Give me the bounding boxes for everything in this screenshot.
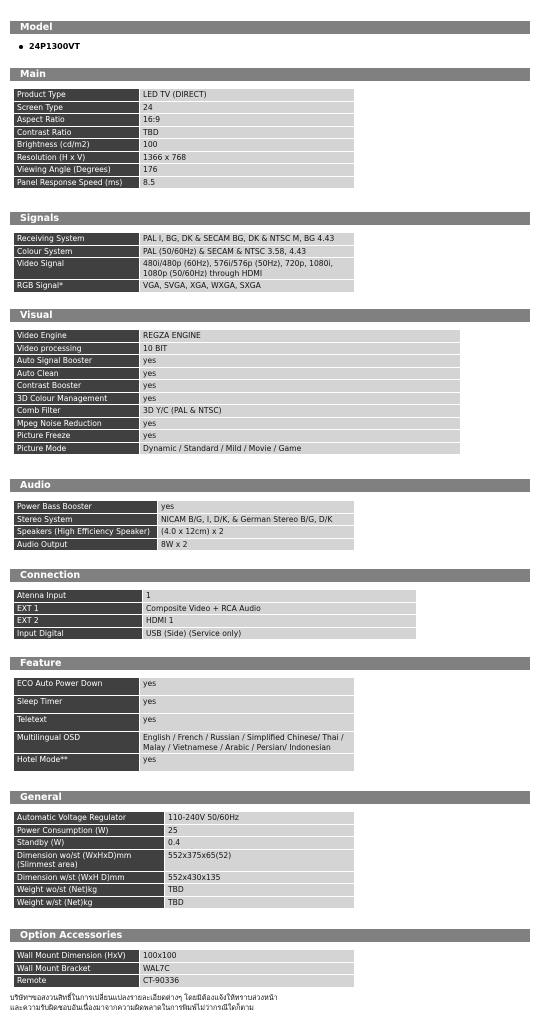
spec-label: Video Engine (14, 330, 139, 342)
spec-label: Product Type (14, 89, 139, 101)
spec-value: REGZA ENGINE (140, 330, 460, 342)
spec-label: Weight wo/st (Net)kg (14, 884, 164, 896)
feature-spec-row (14, 754, 354, 771)
spec-label: Colour System (14, 246, 139, 258)
spec-label: Weight w/st (Net)kg (14, 897, 164, 909)
main-spec-row (14, 127, 354, 139)
disclaimer-footer (10, 993, 530, 1013)
main-spec-row (14, 152, 354, 164)
spec-label: Input Digital (14, 628, 142, 640)
spec-value: yes (140, 380, 460, 392)
spec-value: Composite Video + RCA Audio (143, 603, 416, 615)
section-header-general: General (10, 791, 530, 804)
spec-value: yes (140, 678, 354, 695)
spec-value: PAL (50/60Hz) & SECAM & NTSC 3.58, 4.43 (140, 246, 354, 258)
section-header-signals: Signals (10, 212, 530, 225)
spec-label: Power Bass Booster (14, 501, 157, 513)
spec-label: ECO Auto Power Down (14, 678, 139, 695)
spec-label: Screen Type (14, 102, 139, 114)
signals-spec-table (13, 232, 355, 293)
spec-label: Video processing (14, 343, 139, 355)
spec-label: Sleep Timer (14, 696, 139, 713)
spec-label: Wall Mount Bracket (14, 963, 139, 975)
spec-label: Mpeg Noise Reduction (14, 418, 139, 430)
spec-label: EXT 2 (14, 615, 142, 627)
spec-value: NICAM B/G, I, D/K, & German Stereo B/G, D/K (158, 514, 354, 526)
spec-value: 110-240V 50/60Hz (165, 812, 354, 824)
disclaimer-line-2: และความรับผิดชอบอันเนื่องมาจากความผิดพลาดในการพิมพ์ไม่ว่ากรณีใดก็ตาม (10, 1003, 254, 1012)
audio-spec-row (14, 514, 354, 526)
signals-spec-row (14, 280, 354, 292)
spec-label: Video Signal (14, 258, 139, 279)
spec-label: Contrast Ratio (14, 127, 139, 139)
accessories-spec-row (14, 963, 354, 975)
section-header-model: Model (10, 21, 530, 34)
visual-spec-row (14, 443, 460, 455)
spec-value: yes (140, 754, 354, 771)
spec-value: yes (140, 696, 354, 713)
spec-label: Multilingual OSD (14, 732, 139, 753)
spec-value: TBD (165, 884, 354, 896)
visual-spec-table (13, 329, 461, 455)
spec-label: Resolution (H x V) (14, 152, 139, 164)
visual-spec-row (14, 393, 460, 405)
spec-value: yes (158, 501, 354, 513)
spec-label: Standby (W) (14, 837, 164, 849)
spec-value: yes (140, 430, 460, 442)
spec-label: Dimension w/st (WxH D)mm (14, 872, 164, 884)
main-spec-row (14, 164, 354, 176)
spec-label: Power Consumption (W) (14, 825, 164, 837)
spec-label: Picture Freeze (14, 430, 139, 442)
spec-value: 25 (165, 825, 354, 837)
spec-label: Audio Output (14, 539, 157, 551)
general-spec-row (14, 837, 354, 849)
visual-spec-row (14, 405, 460, 417)
visual-spec-row (14, 430, 460, 442)
spec-value: 100 (140, 139, 354, 151)
visual-spec-row (14, 380, 460, 392)
feature-spec-table (13, 677, 355, 772)
section-header-feature: Feature (10, 657, 530, 670)
feature-spec-row (14, 732, 354, 753)
accessories-spec-table (13, 949, 355, 988)
spec-label: Comb Filter (14, 405, 139, 417)
general-spec-row (14, 812, 354, 824)
spec-value: PAL I, BG, DK & SECAM BG, DK & NTSC M, BG 4.43 (140, 233, 354, 245)
signals-spec-row (14, 233, 354, 245)
main-spec-row (14, 177, 354, 189)
visual-spec-row (14, 330, 460, 342)
spec-label: Viewing Angle (Degrees) (14, 164, 139, 176)
connection-spec-row (14, 628, 416, 640)
spec-label: Hotel Mode** (14, 754, 139, 771)
accessories-spec-row (14, 950, 354, 962)
connection-spec-table (13, 589, 417, 640)
section-header-visual: Visual (10, 309, 530, 322)
spec-value: 1 (143, 590, 416, 602)
general-spec-row (14, 884, 354, 896)
spec-value: yes (140, 393, 460, 405)
spec-label: Auto Clean (14, 368, 139, 380)
spec-label: Wall Mount Dimension (HxV) (14, 950, 139, 962)
spec-label: Speakers (High Efficiency Speaker) (14, 526, 157, 538)
spec-value: 3D Y/C (PAL & NTSC) (140, 405, 460, 417)
audio-spec-row (14, 526, 354, 538)
visual-spec-row (14, 355, 460, 367)
spec-label: Atenna Input (14, 590, 142, 602)
spec-label: Receiving System (14, 233, 139, 245)
spec-label: Dimension wo/st (WxHxD)mm (Slimmest area) (14, 850, 164, 871)
spec-value: CT-90336 (140, 975, 354, 987)
signals-spec-row (14, 258, 354, 279)
visual-spec-row (14, 343, 460, 355)
general-spec-row (14, 897, 354, 909)
spec-value: English / French / Russian / Simplified Chinese/ Thai / Malay / Vietnamese / Arabic / Persian/ Indonesian (140, 732, 354, 753)
main-spec-table (13, 88, 355, 189)
accessories-spec-row (14, 975, 354, 987)
spec-label: Remote (14, 975, 139, 987)
spec-label: Teletext (14, 714, 139, 731)
audio-spec-table (13, 500, 355, 551)
bullet-icon (19, 45, 23, 49)
general-spec-row (14, 825, 354, 837)
spec-value: USB (Side) (Service only) (143, 628, 416, 640)
connection-spec-row (14, 615, 416, 627)
main-spec-row (14, 89, 354, 101)
spec-value: Dynamic / Standard / Mild / Movie / Game (140, 443, 460, 455)
spec-value: 1366 x 768 (140, 152, 354, 164)
spec-label: RGB Signal* (14, 280, 139, 292)
model-item (19, 42, 80, 51)
visual-spec-row (14, 368, 460, 380)
spec-value: yes (140, 714, 354, 731)
section-header-main: Main (10, 68, 530, 81)
feature-spec-row (14, 678, 354, 695)
spec-label: Stereo System (14, 514, 157, 526)
connection-spec-row (14, 603, 416, 615)
spec-value: 176 (140, 164, 354, 176)
spec-value: yes (140, 368, 460, 380)
main-spec-row (14, 114, 354, 126)
spec-label: Panel Response Speed (ms) (14, 177, 139, 189)
section-header-accessories: Option Accessories (10, 929, 530, 942)
general-spec-table (13, 811, 355, 909)
spec-value: 8W x 2 (158, 539, 354, 551)
spec-value: TBD (165, 897, 354, 909)
spec-label: Contrast Booster (14, 380, 139, 392)
spec-label: 3D Colour Management (14, 393, 139, 405)
spec-value: yes (140, 355, 460, 367)
spec-value: LED TV (DIRECT) (140, 89, 354, 101)
spec-value: 480i/480p (60Hz), 576i/576p (50Hz), 720p, 1080i, 1080p (50/60Hz) through HDMI (140, 258, 354, 279)
spec-label: EXT 1 (14, 603, 142, 615)
signals-spec-row (14, 246, 354, 258)
spec-value: 0.4 (165, 837, 354, 849)
spec-value: 100x100 (140, 950, 354, 962)
general-spec-row (14, 872, 354, 884)
spec-label: Picture Mode (14, 443, 139, 455)
spec-value: VGA, SVGA, XGA, WXGA, SXGA (140, 280, 354, 292)
spec-value: 8.5 (140, 177, 354, 189)
spec-label: Automatic Voltage Regulator (14, 812, 164, 824)
spec-value: WAL7C (140, 963, 354, 975)
audio-spec-row (14, 539, 354, 551)
spec-value: yes (140, 418, 460, 430)
connection-spec-row (14, 590, 416, 602)
section-header-audio: Audio (10, 479, 530, 492)
feature-spec-row (14, 696, 354, 713)
spec-value: 552x430x135 (165, 872, 354, 884)
spec-value: 552x375x65(52) (165, 850, 354, 871)
spec-value: TBD (140, 127, 354, 139)
spec-value: 24 (140, 102, 354, 114)
feature-spec-row (14, 714, 354, 731)
spec-value: 16:9 (140, 114, 354, 126)
disclaimer-line-1: บริษัทฯขอสงวนสิทธิ์ในการเปลี่ยนแปลงรายละเอียดต่างๆ โดยมิต้องแจ้งให้ทราบล่วงหน้า (10, 993, 278, 1002)
section-header-connection: Connection (10, 569, 530, 582)
general-spec-row (14, 850, 354, 871)
visual-spec-row (14, 418, 460, 430)
spec-label: Auto Signal Booster (14, 355, 139, 367)
audio-spec-row (14, 501, 354, 513)
main-spec-row (14, 139, 354, 151)
spec-value: 10 BIT (140, 343, 460, 355)
spec-label: Brightness (cd/m2) (14, 139, 139, 151)
spec-value: HDMI 1 (143, 615, 416, 627)
spec-value: (4.0 x 12cm) x 2 (158, 526, 354, 538)
model-name: 24P1300VT (29, 42, 80, 51)
spec-label: Aspect Ratio (14, 114, 139, 126)
main-spec-row (14, 102, 354, 114)
